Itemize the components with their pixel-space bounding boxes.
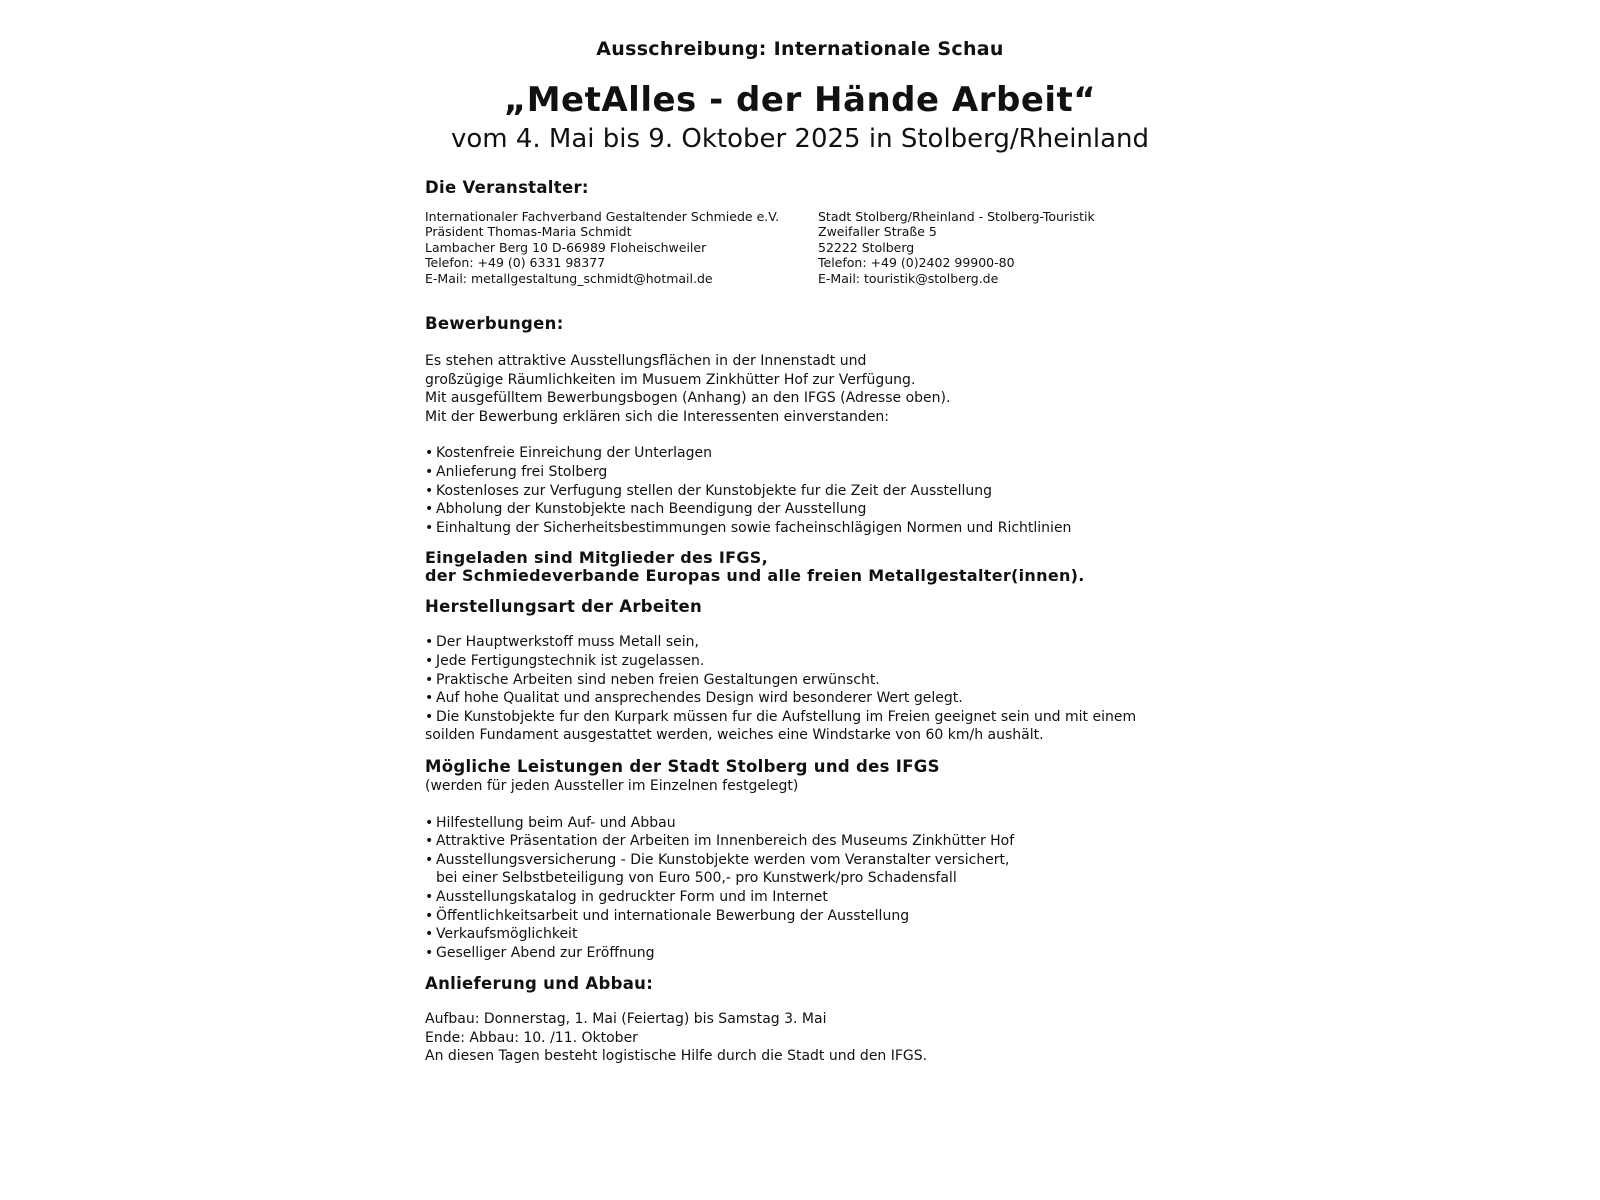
list-item: • Anlieferung frei Stolberg [425, 463, 1205, 482]
herstellung-list [425, 633, 1205, 726]
schedule-line: Ende: Abbau: 10. /11. Oktober [425, 1029, 638, 1046]
schedule-line: An diesen Tagen besteht logistische Hilfe durch die Stadt und den IFGS. [425, 1048, 928, 1065]
invitation-line: der Schmiedeverbande Europas und alle freien Metallgestalter(innen). [425, 566, 1085, 586]
section-heading-herstellung: Herstellungsart der Arbeiten [425, 597, 703, 617]
section-heading-anlieferung: Anlieferung und Abbau: [425, 974, 654, 994]
leistungen-list [425, 814, 1205, 870]
section-bewerbungen [425, 314, 1205, 537]
organizer-left-email: E-Mail: metallgestaltung_schmidt@hotmail.de [425, 270, 713, 286]
organizer-right-line: Zweifaller Straße 5 [818, 224, 937, 240]
list-item: • Kostenloses zur Verfugung stellen der Kunstobjekte fur die Zeit der Ausstellung [425, 482, 1205, 501]
list-item: • Verkaufsmöglichkeit [425, 925, 1205, 944]
organizer-left-line: Lambacher Berg 10 D-66989 Floheischweiler [425, 239, 707, 255]
list-item: • Jede Fertigungstechnik ist zugelassen. [425, 652, 1205, 671]
organizer-right [818, 209, 1198, 286]
bewerbungen-list [425, 444, 1205, 537]
list-continuation: bei einer Selbstbeteiligung von Euro 500,- pro Kunstwerk/pro Schadensfall [436, 870, 957, 887]
list-item: • Attraktive Präsentation der Arbeiten im Innenbereich des Museums Zinkhütter Hof [425, 832, 1205, 851]
list-item: • Ausstellungsversicherung - Die Kunstobjekte werden vom Veranstalter versichert, [425, 851, 1205, 870]
leistungen-list-2 [425, 888, 1205, 962]
organizer-right-line: 52222 Stolberg [818, 239, 915, 255]
list-item: • Geselliger Abend zur Eröffnung [425, 944, 1205, 963]
kicker-heading: Ausschreibung: Internationale Schau [596, 38, 1004, 60]
page-subtitle: vom 4. Mai bis 9. Oktober 2025 in Stolberg/Rheinland [450, 124, 1150, 154]
paragraph-line: großzügige Räumlichkeiten im Musuem Zinkhütter Hof zur Verfügung. [425, 371, 916, 388]
list-item: • Ausstellungskatalog in gedruckter Form und im Internet [425, 888, 1205, 907]
section-heading-bewerbungen: Bewerbungen: [425, 314, 564, 334]
list-item: • Hilfestellung beim Auf- und Abbau [425, 814, 1205, 833]
schedule-line: Aufbau: Donnerstag, 1. Mai (Feiertag) bis Samstag 3. Mai [425, 1011, 827, 1028]
list-item: • Der Hauptwerkstoff muss Metall sein, [425, 633, 1205, 652]
section-veranstalter [425, 178, 1205, 286]
section-leistungen [425, 757, 1205, 962]
organizer-left-line: Präsident Thomas-Maria Schmidt [425, 224, 632, 240]
document-body [425, 178, 1205, 1066]
section-heading-leistungen: Mögliche Leistungen der Stadt Stolberg und des IFGS [425, 756, 940, 776]
list-item: • Abholung der Kunstobjekte nach Beendigung der Ausstellung [425, 500, 1205, 519]
paragraph-line: Mit ausgefülltem Bewerbungsbogen (Anhang) an den IFGS (Adresse oben). [425, 390, 951, 407]
section-note: (werden für jeden Aussteller im Einzelnen festgelegt) [425, 777, 799, 794]
organizer-right-line: Stadt Stolberg/Rheinland - Stolberg-Touristik [818, 209, 1095, 224]
organizer-left-line: Telefon: +49 (0) 6331 98377 [425, 255, 606, 271]
invitation-line: Eingeladen sind Mitglieder des IFGS, [425, 548, 768, 568]
list-item: • Öffentlichkeitsarbeit und internationale Bewerbung der Ausstellung [425, 907, 1205, 926]
paragraph-line: Mit der Bewerbung erklären sich die Interessenten einverstanden: [425, 408, 890, 425]
organizer-right-line: Telefon: +49 (0)2402 99900-80 [818, 255, 1015, 271]
list-item: • Praktische Arbeiten sind neben freien Gestaltungen erwünscht. [425, 671, 1205, 690]
section-herstellung [425, 597, 1205, 745]
paragraph-line: Es stehen attraktive Ausstellungsflächen in der Innenstadt und [425, 353, 867, 370]
page-title: „MetAlles - der Hände Arbeit“ [503, 80, 1097, 120]
organizer-columns [425, 209, 1205, 286]
list-item: • Kostenfreie Einreichung der Unterlagen [425, 444, 1205, 463]
list-item: • Die Kunstobjekte fur den Kurpark müssen fur die Aufstellung im Freien geeignet sein und mit einem [425, 708, 1205, 727]
organizer-right-email: E-Mail: touristik@stolberg.de [818, 270, 999, 286]
section-eingeladen [425, 549, 1205, 585]
organizer-left-line: Internationaler Fachverband Gestaltender Schmiede e.V. [425, 209, 780, 224]
section-anlieferung [425, 974, 1205, 1066]
list-continuation: soilden Fundament ausgestattet werden, weiches eine Windstarke von 60 km/h aushält. [425, 727, 1044, 744]
section-heading-veranstalter: Die Veranstalter: [425, 178, 589, 197]
list-item: • Einhaltung der Sicherheitsbestimmungen sowie facheinschlägigen Normen und Richtlinien [425, 519, 1205, 538]
list-item: • Auf hohe Qualitat und ansprechendes Design wird besonderer Wert gelegt. [425, 689, 1205, 708]
organizer-left [425, 209, 818, 286]
